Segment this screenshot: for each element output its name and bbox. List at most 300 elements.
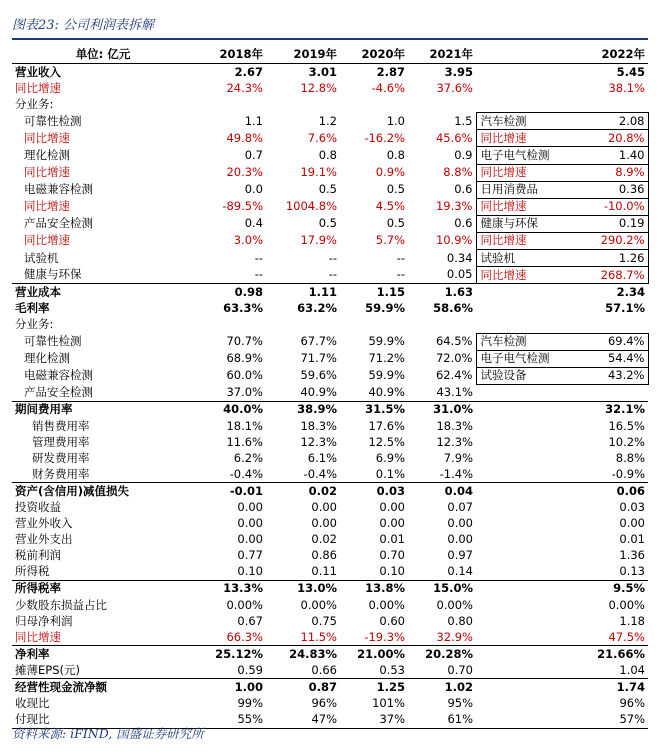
segment-label <box>476 679 570 696</box>
cell-2022 <box>570 96 648 113</box>
segment-label <box>476 80 570 96</box>
row-label: 产品安全检测 <box>24 385 93 400</box>
cell-2022: 43.2% <box>570 367 648 384</box>
row-label: 收现比 <box>15 696 50 711</box>
segment-label <box>476 564 570 581</box>
cell-2019: 11.5% <box>300 629 337 644</box>
cell-2019: 0.02 <box>311 532 337 547</box>
row-label: 健康与环保 <box>24 267 82 282</box>
cell-2018: 2.67 <box>234 64 263 79</box>
table-row <box>12 646 648 663</box>
cell-2020: 40.9% <box>368 385 405 400</box>
cell-2021: 19.3% <box>435 199 473 214</box>
row-label: 归母净利润 <box>15 613 73 628</box>
cell-2022: 10.2% <box>608 434 645 449</box>
row-label: 财务费用率 <box>32 466 90 481</box>
row-label: 毛利率 <box>15 300 50 315</box>
segment-label: 汽车检测 <box>476 333 570 350</box>
cell-2018: 63.3% <box>223 300 263 315</box>
row-label: 理化检测 <box>24 148 70 163</box>
segment-label: 健康与环保 <box>476 215 570 232</box>
row-label: 同比增速 <box>24 130 70 145</box>
table-row <box>12 662 648 679</box>
cell-2018: -0.4% <box>229 466 263 481</box>
row-label: 可靠性检测 <box>24 113 82 128</box>
row-label: 试验机 <box>24 250 59 265</box>
cell-2019: 67.7% <box>300 334 337 349</box>
cell-2018: 0.59 <box>237 662 263 677</box>
cell-2018: 24.3% <box>226 80 263 95</box>
cell-2021: 0.6 <box>454 182 473 197</box>
cell-2018: 0.00 <box>237 532 263 547</box>
cell-2021: 61% <box>408 712 476 729</box>
income-statement-table <box>12 45 649 729</box>
table-row <box>12 629 648 646</box>
cell-2020: -19.3% <box>364 629 405 644</box>
cell-2022: 16.5% <box>608 418 645 433</box>
segment-label <box>476 450 570 466</box>
segment-label <box>476 580 570 597</box>
cell-2019: 0.87 <box>266 679 340 696</box>
table-row <box>12 284 648 301</box>
cell-2021: 0.00 <box>447 532 473 547</box>
cell-2018: 0.67 <box>237 613 263 628</box>
table-row <box>12 516 648 532</box>
cell-2022: 1.04 <box>619 662 645 677</box>
cell-2018: 66.3% <box>226 629 263 644</box>
cell-2020: 0.10 <box>379 564 405 579</box>
cell-2019: 12.8% <box>300 80 337 95</box>
cell-2018: -- <box>254 250 263 265</box>
table-row <box>12 215 648 232</box>
cell-2018: 0.10 <box>237 564 263 579</box>
table-row <box>12 450 648 466</box>
segment-label: 试验机 <box>476 250 570 267</box>
segment-label <box>476 300 570 316</box>
segment-label <box>476 532 570 548</box>
row-label: 营业收入 <box>15 64 61 79</box>
segment-label <box>476 316 570 333</box>
cell-2019: 0.5 <box>318 182 337 197</box>
cell-2022: 290.2% <box>570 232 648 249</box>
cell-2018: 0.7 <box>244 148 263 163</box>
cell-2020: 1.0 <box>386 113 405 128</box>
cell-2019: 18.3% <box>300 418 337 433</box>
table-row <box>12 401 648 418</box>
cell-2018: 13.3% <box>194 580 266 597</box>
cell-2019: 0.86 <box>311 548 337 563</box>
cell-2019: 59.6% <box>300 368 337 383</box>
cell-2018: 25.12% <box>194 646 266 663</box>
table-row <box>12 418 648 434</box>
table-row <box>12 367 648 384</box>
table-row <box>12 198 648 215</box>
cell-2022: 57% <box>570 712 648 729</box>
segment-label <box>476 466 570 483</box>
cell-2021 <box>408 96 476 113</box>
segment-label <box>476 629 570 646</box>
cell-2021: 20.28% <box>408 646 476 663</box>
segment-label <box>476 597 570 613</box>
table-row <box>12 548 648 564</box>
segment-label: 同比增速 <box>476 164 570 181</box>
cell-2018: 37.0% <box>226 385 263 400</box>
table-row <box>12 466 648 483</box>
cell-2022: 0.03 <box>619 499 645 514</box>
table-row <box>12 80 648 96</box>
cell-2020: 5.7% <box>375 233 405 248</box>
cell-2022: 47.5% <box>608 629 645 644</box>
segment-label <box>476 712 570 729</box>
cell-2022: 20.8% <box>570 130 648 147</box>
cell-2021: 1.63 <box>408 284 476 301</box>
cell-2019 <box>266 316 340 333</box>
cell-2021: 0.97 <box>447 548 473 563</box>
table-row <box>12 267 648 284</box>
col-2019: 2019年 <box>266 45 340 64</box>
cell-2022: 0.36 <box>570 181 648 198</box>
unit-label: 单位: 亿元 <box>12 45 194 64</box>
row-label: 理化检测 <box>24 351 70 366</box>
row-label: 分业务: <box>15 317 54 332</box>
segment-label: 试验设备 <box>476 367 570 384</box>
cell-2019: 19.1% <box>300 165 337 180</box>
row-label: 同比增速 <box>24 199 70 214</box>
cell-2022: 0.13 <box>619 564 645 579</box>
segment-label <box>476 646 570 663</box>
cell-2022: 0.01 <box>619 532 645 547</box>
table-row <box>12 300 648 316</box>
cell-2020: 4.5% <box>375 199 405 214</box>
cell-2021: 1.5 <box>454 113 473 128</box>
cell-2020: 0.00 <box>379 499 405 514</box>
cell-2022: -10.0% <box>570 198 648 215</box>
col-2022: 2022年 <box>570 45 648 64</box>
cell-2018: 0.00% <box>226 597 263 612</box>
row-label: 净利率 <box>12 646 194 663</box>
cell-2021: 62.4% <box>435 368 473 383</box>
segment-label: 同比增速 <box>476 267 570 284</box>
cell-2020: 0.8 <box>386 148 405 163</box>
cell-2019: 0.5 <box>318 216 337 231</box>
segment-label <box>476 548 570 564</box>
cell-2021: 1.02 <box>408 679 476 696</box>
table-row <box>12 64 648 81</box>
cell-2021: 0.00 <box>447 516 473 531</box>
table-row <box>12 333 648 350</box>
segment-label <box>476 499 570 515</box>
cell-2019: 40.9% <box>300 385 337 400</box>
segment-label <box>476 384 570 401</box>
cell-2020 <box>340 96 408 113</box>
row-label: 所得税率 <box>12 580 194 597</box>
row-label: 产品安全检测 <box>24 216 93 231</box>
cell-2020: -4.6% <box>371 80 405 95</box>
cell-2019: 12.3% <box>300 434 337 449</box>
table-row <box>12 350 648 367</box>
cell-2021: 32.9% <box>436 629 473 644</box>
cell-2022: 0.19 <box>570 215 648 232</box>
table-row <box>12 679 648 696</box>
row-label: 营业成本 <box>12 284 194 301</box>
cell-2018: 1.1 <box>244 113 263 128</box>
cell-2018: 18.1% <box>226 418 263 433</box>
cell-2018: -89.5% <box>222 199 263 214</box>
cell-2019: 96% <box>311 696 337 711</box>
row-label: 研发费用率 <box>32 450 90 465</box>
segment-label: 日用消费品 <box>476 181 570 198</box>
cell-2020: 0.5 <box>386 182 405 197</box>
row-label: 投资收益 <box>15 499 61 514</box>
cell-2021: 8.8% <box>443 165 473 180</box>
cell-2020: 37% <box>340 712 408 729</box>
cell-2018 <box>194 316 266 333</box>
row-label: 期间费用率 <box>12 401 194 418</box>
cell-2019: 0.66 <box>311 662 337 677</box>
figure-title: 图表23: 公司利润表拆解 <box>12 18 155 33</box>
segment-label <box>476 401 570 418</box>
cell-2018: 60.0% <box>226 368 263 383</box>
col-2018: 2018年 <box>194 45 266 64</box>
segment-label <box>476 516 570 532</box>
row-label: 同比增速 <box>24 233 70 248</box>
cell-2020: 21.00% <box>340 646 408 663</box>
cell-2022: 21.66% <box>570 646 648 663</box>
cell-2020: 0.60 <box>379 613 405 628</box>
cell-2020: 31.5% <box>340 401 408 418</box>
cell-2019: 0.00 <box>311 499 337 514</box>
segment-label <box>476 613 570 629</box>
cell-2018: 70.7% <box>226 334 263 349</box>
row-label: 营业外收入 <box>15 516 73 531</box>
table-row <box>12 499 648 515</box>
segment-label: 汽车检测 <box>476 113 570 130</box>
table-row <box>12 232 648 249</box>
cell-2021: 0.80 <box>447 613 473 628</box>
cell-2020: 0.03 <box>340 483 408 500</box>
cell-2018: 0.00 <box>237 516 263 531</box>
row-label: 少数股东损益占比 <box>15 597 107 612</box>
cell-2018: 68.9% <box>226 351 263 366</box>
cell-2020: 0.00% <box>368 597 405 612</box>
cell-2018: 20.3% <box>226 165 263 180</box>
row-label: 电磁兼容检测 <box>24 368 93 383</box>
cell-2020: 2.87 <box>376 64 405 79</box>
cell-2021: 18.3% <box>436 418 473 433</box>
cell-2019: 3.01 <box>308 64 337 79</box>
cell-2019: 47% <box>266 712 340 729</box>
cell-2018: 0.98 <box>194 284 266 301</box>
cell-2018: 0.0 <box>244 182 263 197</box>
cell-2022: 0.00% <box>608 597 645 612</box>
cell-2021: 0.6 <box>454 216 473 231</box>
row-label: 销售费用率 <box>32 418 90 433</box>
cell-2020: 0.9% <box>375 165 405 180</box>
cell-2018: 11.6% <box>226 434 263 449</box>
row-label: 付现比 <box>12 712 194 729</box>
row-label: 同比增速 <box>15 80 61 95</box>
table-row <box>12 597 648 613</box>
cell-2018: 55% <box>194 712 266 729</box>
table-row <box>12 613 648 629</box>
cell-2022: 8.9% <box>570 164 648 181</box>
segment-label: 同比增速 <box>476 130 570 147</box>
cell-2018: 99% <box>237 696 263 711</box>
cell-2020: 0.00 <box>379 516 405 531</box>
table-row <box>12 580 648 597</box>
cell-2019: 0.11 <box>311 564 337 579</box>
cell-2022: 32.1% <box>570 401 648 418</box>
cell-2020: -- <box>396 250 405 265</box>
row-label: 摊薄EPS(元) <box>15 662 80 677</box>
row-label: 所得税 <box>15 564 50 579</box>
segment-label <box>476 64 570 81</box>
cell-2021: 7.9% <box>443 450 473 465</box>
cell-2020: -16.2% <box>364 130 405 145</box>
cell-2018: 0.77 <box>237 548 263 563</box>
row-label: 可靠性检测 <box>24 334 82 349</box>
cell-2022: 54.4% <box>570 350 648 367</box>
cell-2022: 268.7% <box>570 267 648 284</box>
cell-2022: 96% <box>619 696 645 711</box>
table-row <box>12 113 648 130</box>
segment-label <box>476 284 570 301</box>
cell-2019: 0.75 <box>311 613 337 628</box>
row-label: 同比增速 <box>15 629 61 644</box>
cell-2022: 1.18 <box>619 613 645 628</box>
table-row <box>12 96 648 113</box>
cell-2021: 72.0% <box>435 351 473 366</box>
cell-2021: 0.04 <box>408 483 476 500</box>
cell-2018: -0.01 <box>194 483 266 500</box>
row-label: 同比增速 <box>24 165 70 180</box>
table-row <box>12 181 648 198</box>
cell-2019: -0.4% <box>303 466 337 481</box>
segment-label <box>476 434 570 450</box>
cell-2020: 6.9% <box>375 450 405 465</box>
cell-2022 <box>570 384 648 401</box>
cell-2018: 3.0% <box>233 233 263 248</box>
cell-2022 <box>570 316 648 333</box>
cell-2022: 0.06 <box>570 483 648 500</box>
cell-2022: 2.08 <box>570 113 648 130</box>
cell-2021: 15.0% <box>408 580 476 597</box>
cell-2022: -0.9% <box>611 466 645 481</box>
cell-2020: 0.01 <box>379 532 405 547</box>
segment-label <box>476 96 570 113</box>
cell-2019: -- <box>328 250 337 265</box>
cell-2022: 1.36 <box>619 548 645 563</box>
segment-label: 同比增速 <box>476 232 570 249</box>
cell-2022: 2.34 <box>570 284 648 301</box>
segment-label <box>476 483 570 500</box>
cell-2020: 71.2% <box>368 351 405 366</box>
cell-2022: 9.5% <box>570 580 648 597</box>
cell-2021: 0.07 <box>447 499 473 514</box>
row-label: 分业务: <box>15 96 54 111</box>
source-note: 资料来源: iFIND, 国盛证券研究所 <box>12 726 204 741</box>
row-label: 电磁兼容检测 <box>24 182 93 197</box>
cell-2019: 0.00 <box>311 516 337 531</box>
cell-2020: 59.9% <box>368 334 405 349</box>
cell-2021: 3.95 <box>444 64 473 79</box>
cell-2021: 45.6% <box>435 130 473 145</box>
cell-2019: 0.00% <box>300 597 337 612</box>
cell-2021: 0.34 <box>446 250 473 265</box>
cell-2020: 0.5 <box>386 216 405 231</box>
table-row <box>12 250 648 267</box>
segment-label <box>476 662 570 679</box>
table-row <box>12 696 648 712</box>
cell-2021: -1.4% <box>439 466 473 481</box>
cell-2020: 0.70 <box>379 548 405 563</box>
cell-2019: 0.8 <box>318 148 337 163</box>
cell-2020: -- <box>396 267 405 282</box>
cell-2020: 1.25 <box>340 679 408 696</box>
cell-2022: 69.4% <box>570 333 648 350</box>
cell-2020: 17.6% <box>368 418 405 433</box>
cell-2020: 101% <box>372 696 405 711</box>
cell-2019: 38.9% <box>266 401 340 418</box>
cell-2018: -- <box>254 267 263 282</box>
table-row <box>12 532 648 548</box>
cell-2019: 1004.8% <box>285 199 337 214</box>
table-row <box>12 147 648 164</box>
row-label: 营业外支出 <box>15 532 73 547</box>
cell-2021: 0.70 <box>447 662 473 677</box>
cell-2019: 1.2 <box>318 113 337 128</box>
cell-2021: 43.1% <box>436 385 473 400</box>
row-label: 经营性现金流净额 <box>12 679 194 696</box>
segment-label: 同比增速 <box>476 198 570 215</box>
cell-2019: 71.7% <box>300 351 337 366</box>
cell-2022: 1.26 <box>570 250 648 267</box>
table-row <box>12 164 648 181</box>
segment-label <box>476 418 570 434</box>
cell-2019: 6.1% <box>307 450 337 465</box>
row-label: 税前利润 <box>15 548 61 563</box>
cell-2022: 1.40 <box>570 147 648 164</box>
cell-2021: 64.5% <box>435 334 473 349</box>
cell-2021: 0.00% <box>436 597 473 612</box>
cell-2020: 13.8% <box>340 580 408 597</box>
cell-2018: 40.0% <box>194 401 266 418</box>
cell-2022: 0.00 <box>619 516 645 531</box>
cell-2020 <box>340 316 408 333</box>
cell-2019: 63.2% <box>297 300 337 315</box>
cell-2021 <box>408 316 476 333</box>
cell-2018: 0.00 <box>237 499 263 514</box>
table-row <box>12 434 648 450</box>
cell-2021: 0.05 <box>446 267 473 282</box>
table-row <box>12 564 648 581</box>
table-row <box>12 483 648 500</box>
cell-2020: 0.1% <box>375 466 405 481</box>
cell-2022: 1.74 <box>570 679 648 696</box>
cell-2021: 95% <box>447 696 473 711</box>
cell-2018: 0.4 <box>244 216 263 231</box>
cell-2019: 13.0% <box>266 580 340 597</box>
segment-label: 电子电气检测 <box>476 147 570 164</box>
cell-2020: 0.53 <box>379 662 405 677</box>
cell-2019: 0.02 <box>266 483 340 500</box>
cell-2018: 49.8% <box>226 130 263 145</box>
cell-2022: 8.8% <box>615 450 645 465</box>
cell-2019: -- <box>328 267 337 282</box>
row-label: 管理费用率 <box>32 434 90 449</box>
cell-2019: 7.6% <box>307 130 337 145</box>
cell-2018 <box>194 96 266 113</box>
